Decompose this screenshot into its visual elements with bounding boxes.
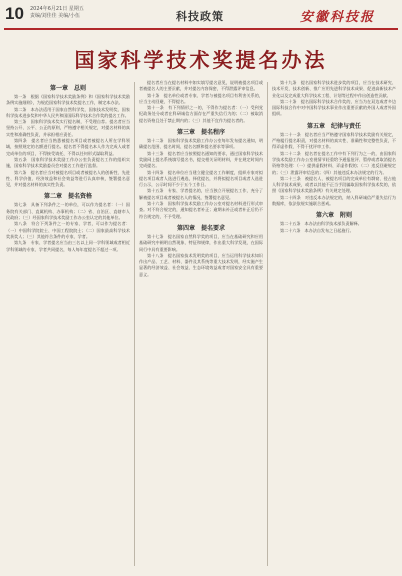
article-paragraph: 第十四条 提名单位应当建立健全提名工作制度，组织专家对拟提名项目或者人选进行遴选，择优提名，并将拟提名项目或者人选进行公示，公示时间不少于五个工作日。 [139,169,263,188]
article-paragraph: 第三条 国家科学技术奖实行提名制，不受理自荐。提名者应当坚持公开、公平、公正的原则，严格遵守相关规定，对提名材料的真实性和准确性负责，并承担相应责任。 [6,119,130,137]
article-paragraph: 第二十二条 提名者在提名工作中有下列行为之一的，由国家科学技术奖励工作办公室视情节轻重给予通报批评、暂停或者取消提名资格等处理：（一）提供虚假材料、弄虚作假的；（二）违反回避规定的；（三）泄露评审信息的；（四）其他违反本办法规定的行为。 [272,150,396,175]
text-column-1 [6,80,130,570]
page-number: 10 [5,4,24,23]
chapter-heading: 第一章 总则 [49,85,86,92]
article-paragraph: 第五条 国家科学技术奖励工作办公室负责提名工作的组织实施，国家科学技术奖励委员会对提名工作进行监督。 [6,156,130,169]
issue-meta [30,6,84,20]
column-divider [134,82,135,566]
issue-date: 2024年6月21日 星期五 [30,6,84,12]
chapter-heading: 第六章 附则 [315,212,352,220]
article-paragraph: 第十五条 专家、学者提名的，应当独立开展提名工作，充分了解被提名项目或者被提名人的情况，签署提名意见。 [139,188,263,200]
article-paragraph: 第十九条 提名国家科学技术进步奖的项目，应当在技术研究、技术开发、技术创新、推广应用先进科学技术成果、促进高新技术产业化以及完成重大科学技术工程、计划等过程中作出创造性贡献。 [272,80,396,98]
article-paragraph: 第九条 专家、学者提名应当由三名以上同一学科领域或者相近学科领域的专家、学者共同提名，每人每年度提名不超过一项。 [6,240,130,252]
editor-credits: 责编/刘佳佳 美编/小伍 [30,13,80,19]
article-paragraph: 第二十五条 本办法由科学技术部负责解释。 [280,221,362,227]
article-paragraph: 第二十条 提名国际科学技术合作奖的，应当为在双边或者多边国际科技合作中对中国科学技术事业作出重要贡献的外国人或者外国组织。 [272,98,396,117]
article-paragraph: 提名者应当在提名材料中如实填写提名意见，说明被提名项目或者被提名人的主要贡献，并对提名内容保密，不得泄露评审信息。 [139,80,263,92]
article-paragraph: 第七条 具备下列条件之一的单位，可以作为提名者：（一）国务院有关部门、直属机构、办事机构；（二）省、自治区、直辖市人民政府；（三）经国家科学技术奖励工作办公室认定的其他单位。 [6,202,130,221]
text-column-2 [139,80,263,570]
chapter-heading: 第二章 提名资格 [43,193,92,201]
article-paragraph: 第二十四条 对违反本办法规定的，纳入科研诚信严重失信行为数据库，依法依规实施联合惩戒。 [272,194,396,207]
article-paragraph: 第十一条 有下列情形之一的，不得作为提名者：（一）受到党纪政务处分或者在科研诚信方面存在严重失信行为的；（二）被取消提名资格且处于禁止期内的；（三）其他不宜作为提名者的。 [139,105,263,123]
article-paragraph: 第十二条 国家科学技术奖励工作办公室每年发布提名通知，明确提名范围、提名时间、提名名额和提名要求等事项。 [139,138,263,150]
article-paragraph: 第十三条 提名者应当按照提名通知的要求，通过国家科学技术奖励网上提名系统填写提名书，提交相关证明材料，并在规定时间内完成提名。 [139,150,263,169]
chapter-heading: 第三章 提名程序 [176,129,225,137]
newspaper-masthead: 安徽科技报 [300,10,376,25]
article-paragraph: 第二条 本办法适用于国家自然科学奖、国家技术发明奖、国家科学技术进步奖和中华人民共和国国际科学技术合作奖的提名工作。 [6,106,130,118]
article-paragraph: 第十七条 提名国家自然科学奖的项目，应当在基础研究和应用基础研究中阐明自然现象、特征和规律，作出重大科学发现，在国际同行中具有重要影响。 [139,233,263,252]
article-paragraph: 第四条 提名者应当熟悉被提名项目或者被提名人所在学科领域，按照规定的名额进行提名。提名者不得提名本人作为完成人或者完成单位的项目，不得接受请托、不得以任何形式谋取利益。 [6,138,130,156]
article-paragraph: 第二十一条 提名者应当严格遵守国家科学技术奖励有关规定，严格履行提名职责，对提名材料的真实性、准确性和完整性负责，不得弄虚作假、不得干扰评审工作。 [272,131,396,150]
article-paragraph: 第二十六条 本办法自发布之日起施行。 [280,227,354,233]
page-header [0,0,402,30]
chapter-heading: 第五章 纪律与责任 [306,122,361,130]
article-paragraph: 第一条 根据《国家科学技术奖励条例》和《国家科学技术奖励条例实施细则》，为规范国家科学技术奖提名工作，制定本办法。 [6,94,130,106]
column-divider [267,82,268,566]
header-divider [4,28,398,30]
article-paragraph: 第八条 符合下列条件之一的专家、学者，可以作为提名者：（一）中国科学院院士、中国工程院院士；（二）国家最高科学技术奖获奖人；（三）其他符合条件的专家、学者。 [6,221,130,239]
article-paragraph: 第十条 提名单位或者专家、学者与被提名项目有利害关系的，应当主动回避，不得提名。 [139,92,263,104]
article-paragraph: 第十八条 提名国家技术发明奖的项目，应当运用科学技术知识作出产品、工艺、材料、器件及其系统等重大技术发明，经实施产生显著的经济效益、社会效益、生态环境效益或者对国家安全具有重要意义。 [139,252,263,277]
article-paragraph: 第十六条 国家科学技术奖励工作办公室对提名材料进行形式审查。对不符合规定的，通知提名者补正；逾期未补正或者补正后仍不符合规定的，不予受理。 [139,201,263,219]
article-title: 国家科学技术奖提名办法 [74,48,328,72]
article-paragraph: 第六条 提名者应当对被提名项目或者被提名人的创新性、先进性、科学价值、经济效益和社会效益等进行认真审核，签署提名意见，并对提名材料的真实性负责。 [6,169,130,188]
section-title: 科技政策 [176,10,224,23]
chapter-heading: 第四章 提名要求 [176,224,225,232]
article-paragraph: 第二十三条 被提名人、被提名项目的完成单位有剽窃、侵占他人科学技术成果，或者以其他不正当手段骗取国家科学技术奖的，依照《国家科学技术奖励条例》有关规定处理。 [272,175,396,194]
text-column-3 [272,80,396,570]
